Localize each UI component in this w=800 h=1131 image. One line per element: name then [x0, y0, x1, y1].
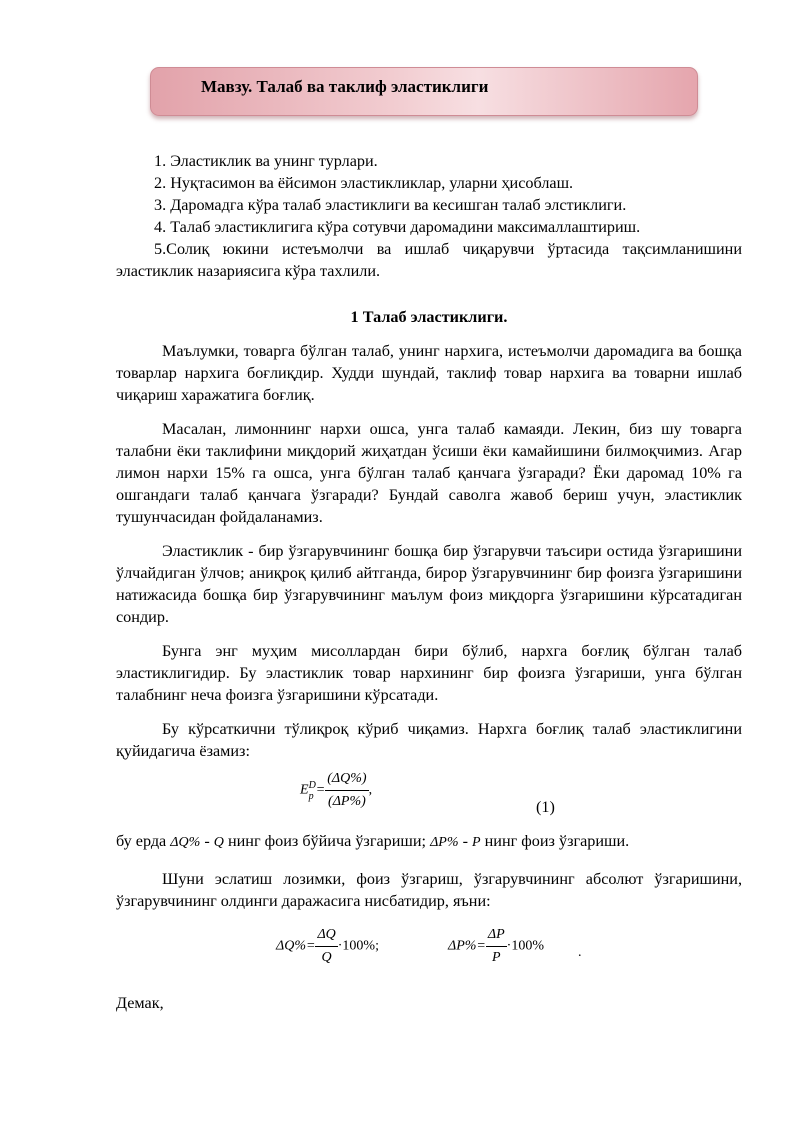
- document-body: [116, 150, 742, 1026]
- section-heading: 1 Талаб эластиклиги.: [350, 308, 508, 326]
- toc-item: 1. Эластиклик ва унинг турлари.: [154, 152, 378, 170]
- formula-comma: ,: [368, 782, 373, 798]
- formula-period: .: [578, 945, 582, 960]
- formula-lhs: E: [300, 782, 309, 798]
- dash: -: [462, 832, 468, 850]
- definition-mid: нинг фоиз бўйича ўзгариши;: [227, 832, 427, 850]
- definition-line: [116, 830, 742, 854]
- formula-numerator: (ΔQ%): [325, 768, 368, 791]
- formula-denominator: (ΔP%): [328, 794, 366, 809]
- math-delta-q: ΔQ%: [170, 835, 201, 850]
- math-q: Q: [213, 835, 224, 850]
- percent-change-formulas: [116, 918, 742, 972]
- formula-delta-q: ΔQ%= $\frac{\Delta Q}{Q}$ ·100%;: [276, 924, 379, 969]
- math-p: P: [472, 835, 481, 850]
- paragraph: Бу кўрсаткични тўлиқроқ кўриб чиқамиз. Нархга боғлиқ талаб эластиклигини қуйидагича ёзамиз:: [116, 720, 742, 760]
- formula-sup: D: [308, 779, 316, 791]
- topic-banner: [150, 67, 698, 116]
- toc-item: 5.Солиқ юкини истеъмолчи ва ишлаб чиқарувчи ўртасида тақсимланишини эластиклик назариясига кўра тахлили.: [116, 240, 742, 280]
- definition-suffix: нинг фоиз ўзгариши.: [484, 832, 630, 850]
- topic-title: Мавзу. Талаб ва таклиф эластиклиги: [201, 77, 489, 96]
- closing-text: Демак,: [116, 994, 164, 1012]
- formula-delta-p: ΔP%= $\frac{\Delta P}{P}$ ·100%: [448, 924, 544, 969]
- paragraph: Эластиклик - бир ўзгарувчининг бошқа бир ўзгарувчи таъсири остида ўзгаришини ўлчайдиган ўлчов; аниқроқ қилиб айтганда, бирор ўзгарувчининг бир фоизга ўзгаришини натижасида бошқа бир ўзгарувчининг маълум фоиз миқдорга ўзгаришини кўрсатадиган сондир.: [116, 542, 742, 626]
- elasticity-formula: E D p = $\frac{(\Delta Q\%)}{(\Delta P\%)}$ , (1): [116, 768, 742, 826]
- paragraph: Шуни эслатиш лозимки, фоиз ўзгариш, ўзгарувчининг абсолют ўзгаришини, ўзгарувчининг олдинги даражасига нисбатидир, яъни:: [116, 870, 742, 910]
- formula-sub: p: [308, 790, 314, 802]
- math-delta-p: ΔP%: [430, 835, 459, 850]
- paragraph: Масалан, лимоннинг нархи ошса, унга талаб камаяди. Лекин, биз шу товарга талабни ёки таклифини миқдорий жиҳатдан ўсиши ёки камайишини билмоқчимиз. Агар лимон нархи 15% га ошса, унга бўлган талаб қанчага ўзгаради? Ёки даромад 10% га ошгандаги талаб қанчага ўзгаради? Бундай саволга жавоб бериш учун, эластиклик тушунчасидан фойдаланамиз.: [116, 420, 742, 526]
- toc-item: 3. Даромадга кўра талаб эластиклиги ва кесишган талаб элстиклиги.: [154, 196, 627, 214]
- equation-number: (1): [536, 798, 555, 816]
- paragraph: Бунга энг муҳим мисоллардан бири бўлиб, нархга боғлиқ бўлган талаб эластиклигидир. Бу эластиклик товар нархининг бир фоизга ўзгариши, унга бўлган талабнинг неча фоизга ўзгаришини кўрсатади.: [116, 642, 742, 704]
- toc-item: 4. Талаб эластиклигига кўра сотувчи даромадини максималлаштириш.: [154, 218, 641, 236]
- toc-item: 2. Нуқтасимон ва ёйсимон эластикликлар, уларни ҳисоблаш.: [154, 174, 574, 192]
- dash: -: [204, 832, 210, 850]
- definition-prefix: бу ерда: [116, 832, 167, 850]
- paragraph: Маълумки, товарга бўлган талаб, унинг нархига, истеъмолчи даромадига ва бошқа товарлар нархига боғлиқдир. Худди шундай, таклиф товар нархига ва товарни ишлаб чиқариш харажатига боғлиқ.: [116, 342, 742, 404]
